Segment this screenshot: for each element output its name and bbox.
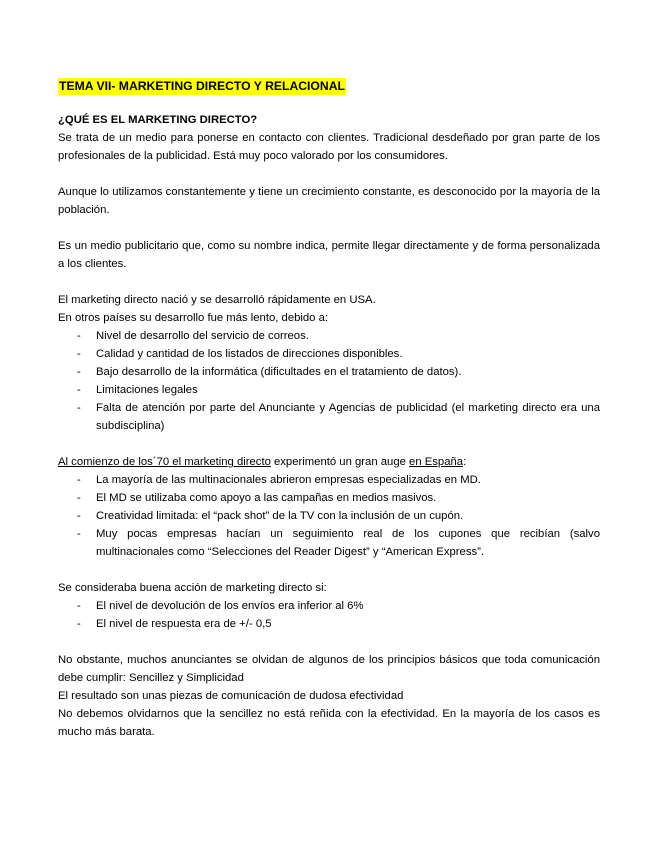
list-item: - Creatividad limitada: el “pack shot” de la TV con la inclusión de un cupón. — [58, 507, 600, 525]
document-title: TEMA VII- MARKETING DIRECTO Y RELACIONAL — [59, 79, 345, 93]
list-item: - El nivel de respuesta era de +/- 0,5 — [58, 615, 600, 633]
list-item: - La mayoría de las multinacionales abrieron empresas especializadas en MD. — [58, 471, 600, 489]
list-item: - Nivel de desarrollo del servicio de correos. — [58, 327, 600, 345]
paragraph-simplicity: No debemos olvidarnos que la sencillez no está reñida con la efectividad. En la mayoría de los casos es mucho más barata. — [58, 708, 600, 738]
list-criteria — [58, 597, 600, 633]
paragraph-text: : — [463, 456, 467, 468]
paragraph-definition: Se trata de un medio para ponerse en contacto con clientes. Tradicional desdeñado por gran parte de los profesionales de la publicidad. Está muy poco valorado por los consumidores. — [58, 132, 600, 162]
paragraph-usage: Aunque lo utilizamos constantemente y tiene un crecimiento constante, es desconocido por la mayoría de la población. — [58, 186, 600, 216]
list-item: - Limitaciones legales — [58, 381, 600, 399]
list-item: - El MD se utilizaba como apoyo a las campañas en medios masivos. — [58, 489, 600, 507]
underlined-text-seventies: Al comienzo de los´70 el marketing directo — [58, 456, 271, 468]
paragraph-result: El resultado son unas piezas de comunicación de dudosa efectividad — [58, 690, 404, 702]
spacer — [58, 165, 600, 183]
paragraph-origin: El marketing directo nació y se desarrolló rápidamente en USA. — [58, 294, 376, 306]
paragraph-other-countries: En otros países su desarrollo fue más lento, debido a: — [58, 312, 329, 324]
spacer — [58, 273, 600, 291]
spacer — [58, 633, 600, 651]
paragraph-principles: No obstante, muchos anunciantes se olvidan de algunos de los principios básicos que toda comunicación debe cumplir: Sencillez y Simplicidad — [58, 654, 600, 684]
spacer — [58, 435, 600, 453]
spacer — [58, 561, 600, 579]
paragraph-medium: Es un medio publicitario que, como su nombre indica, permite llegar directamente y de forma personalizada a los clientes. — [58, 240, 600, 270]
list-item: - Calidad y cantidad de los listados de direcciones disponibles. — [58, 345, 600, 363]
document-page — [58, 78, 600, 741]
list-spain — [58, 471, 600, 561]
list-item: - Falta de atención por parte del Anunciante y Agencias de publicidad (el marketing directo era una subdisciplina) — [58, 399, 600, 435]
section-heading: ¿QUÉ ES EL MARKETING DIRECTO? — [58, 114, 258, 126]
list-item: - Bajo desarrollo de la informática (dificultades en el tratamiento de datos). — [58, 363, 600, 381]
underlined-text-spain: en España — [409, 456, 464, 468]
paragraph-good-action: Se consideraba buena acción de marketing directo si: — [58, 582, 327, 594]
list-reasons — [58, 327, 600, 435]
list-item: - El nivel de devolución de los envíos era inferior al 6% — [58, 597, 600, 615]
list-item: - Muy pocas empresas hacían un seguimiento real de los cupones que recibían (salvo multinacionales como “Selecciones del Reader Digest” y “American Express”. — [58, 525, 600, 561]
paragraph-text: experimentó un gran auge — [270, 456, 410, 468]
paragraph-spain — [58, 453, 600, 471]
spacer — [58, 219, 600, 237]
